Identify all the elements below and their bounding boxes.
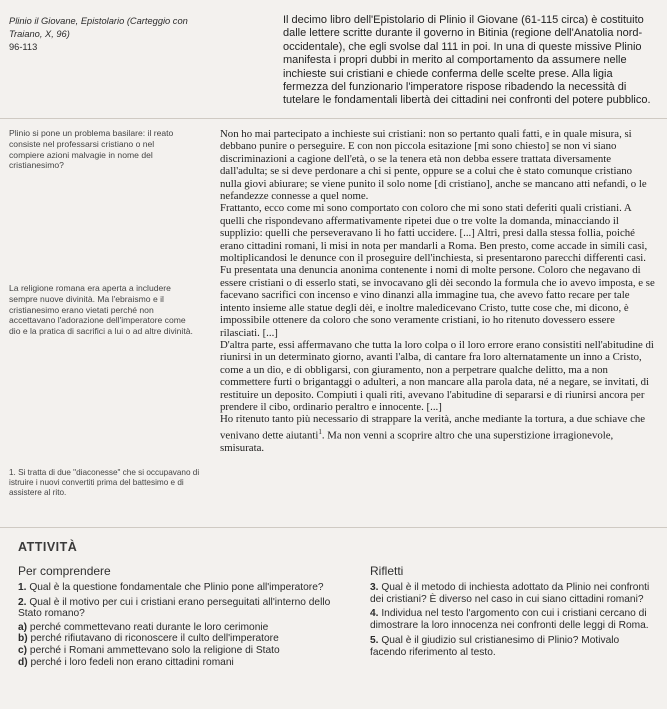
question-4 — [370, 608, 655, 631]
question-2-option-d — [18, 657, 348, 669]
option-label: c) — [18, 645, 28, 657]
question-4-text: Individua nel testo l'argomento con cui i cristiani cercano di dimostrare la loro innocenza nei confronti delle leggi di Roma. — [370, 608, 649, 632]
divider-activities — [0, 527, 667, 528]
question-3-text: Qual è il metodo di inchiesta adottato da Plinio nei confronti dei cristiani? È diverso nel caso in cui siano cittadini romani? — [370, 582, 650, 605]
option-text: perché rifiutavano di riconoscere il culto dell'imperatore — [30, 633, 279, 645]
option-label: a) — [18, 621, 28, 633]
question-4-number: 4. — [370, 608, 379, 620]
question-1-number: 1. — [18, 582, 27, 593]
letter-paragraph-3: D'altra parte, essi affermavano che tutta la loro colpa o il loro errore erano consistiti nell'abitudine di riunirsi in un determinato giorno, avanti l'alba, di cantare fra loro alternatamente un inno a Cristo, come a un dio, e di obbligarsi, con giuramento, non a perpetrare qualche delitto, ma a non commettere furti o brigantaggi o adulteri, a non mancare alla parola data, né a negare, se invitati, di restituire un deposito. Compiuti i quali riti, avevano l'abitudine di separarsi e di riunirsi ancora per prendere il cibo, ordinario peraltro e innocente. [...] — [220, 338, 654, 413]
letter-text — [220, 128, 656, 454]
question-5-number: 5. — [370, 634, 379, 646]
letter-paragraph-4 — [220, 413, 656, 454]
intro-paragraph: Il decimo libro dell'Epistolario di Plinio il Giovane (61-115 circa) è costituito dalle lettere scritte durante il governo in Bitinia (regione dell'Anatolia nord-occidentale), che egli svolse dal 111 in poi. In una di queste missive Plinio manifesta i propri dubbi in merito al comportamento da assumere nelle inchieste sui cristiani e chiede conferma delle scelte prese. Alla ligia fermezza del funzionario l'imperatore rispose ribadendo la necessità di tutelare le fondamentali libertà dei cittadini nei confronti del potere pubblico. — [283, 14, 651, 107]
source-reference — [9, 15, 189, 54]
right-column-heading: Rifletti — [370, 564, 404, 578]
side-note-2: La religione romana era aperta a includere sempre nuove divinità. Ma l'ebraismo e il cristianesimo erano vietati perché non accettavano l'adorazione dell'imperatore come dio e la pratica di sacrifici a lui o ad altre divinità. — [9, 283, 193, 337]
source-pages: 96-113 — [9, 42, 38, 52]
question-2-text: Qual è il motivo per cui i cristiani erano perseguitati all'interno dello Stato romano? — [18, 596, 331, 620]
left-column-heading: Per comprendere — [18, 564, 111, 578]
footnote: 1. Si tratta di due "diaconesse" che si occupavano di istruire i nuovi convertiti prima del battesimo e di assistere al rito. — [9, 468, 200, 497]
question-2-option-a — [18, 622, 348, 634]
footnote-marker: 1 — [318, 427, 322, 436]
question-1-text: Qual è la questione fondamentale che Plinio pone all'imperatore? — [29, 582, 324, 593]
option-label: d) — [18, 656, 28, 668]
letter-paragraph-1: Non ho mai partecipato a inchieste sui cristiani: non so pertanto quali fatti, e in quale misura, si debbano punire o perseguire. E con non piccola esitazione [mi sono chiesto] se non vi siano discriminazioni a cagione dell'età, o se la tenera età non debba essere trattata diversamente dall'adulta; se si deve perdonare a chi si pente, oppure se a colui che è stato comunque cristiano nulla giovi abiurare; se viene punito il solo nome [di cristiano], anche se mancano atti nefandi, o le nefandezze connesse a quel nome. — [220, 128, 647, 203]
activities-title: ATTIVITÀ — [18, 540, 78, 554]
option-text: perché i loro fedeli non erano cittadini romani — [30, 656, 234, 668]
question-3-number: 3. — [370, 582, 379, 593]
option-label: b) — [18, 633, 28, 645]
letter-paragraph-2: Frattanto, ecco come mi sono comportato con coloro che mi sono stati deferiti quali cristiani. A quelli che rispondevano affermativamente ripetei due o tre volte la domanda, minacciando il supplizio: quelli che perseveravano li ho fatti uccidere. [...] Altri, presi dalla stessa follia, poiché erano cittadini romani, li misi in nota per mandarli a Roma. Ben presto, come accade in simili casi, moltiplicandosi le denunce con il proseguire dell'inchiesta, si presentarono parecchi differenti casi. Fu presentata una denuncia anonima contenente i nomi di molte persone. Coloro che negavano di essere cristiani o di esserlo stati, se invocavano gli dèi secondo la formula che io avevo imposta, e se facevano sacrifici con incenso e vino dinanzi alla immagine tua, che avevo fatto recare per tale intento insieme alle statue degli dèi, e inoltre maledicevano Cristo, tutte cose che, mi dicono, è impossibile ottenere da coloro che sono veramente cristiani, io ho ritenuto dovessero essere rilasciati. [...] — [220, 202, 655, 339]
question-2-option-c — [18, 645, 348, 657]
questions-right — [370, 582, 655, 660]
source-line-1: Plinio il Giovane, Epistolario (Carteggio con — [9, 16, 188, 26]
questions-left — [18, 582, 348, 668]
option-text: perché commettevano reati durante le loro cerimonie — [29, 621, 269, 633]
letter-paragraph-4-a: Ho ritenuto tanto più necessario di strappare la verità, anche mediante la tortura, a due schiave che venivano dette aiutanti — [220, 413, 646, 442]
side-note-1: Plinio si pone un problema basilare: il reato consiste nel professarsi cristiano o nel compiere azioni malvagie in nome del cristianesimo? — [9, 128, 174, 171]
question-5 — [370, 635, 655, 658]
question-2-option-b — [18, 633, 348, 645]
question-5-text: Qual è il giudizio sul cristianesimo di Plinio? Motivalo facendo riferimento al testo. — [370, 634, 620, 658]
source-line-2: Traiano, X, 96) — [9, 29, 70, 39]
question-3 — [370, 582, 655, 605]
question-2 — [18, 597, 348, 620]
letter-paragraph-4-b: . Ma non venni a scoprire altro che una superstizione irragionevole, smisurata. — [220, 429, 614, 454]
divider-top — [0, 118, 667, 119]
option-text: perché i Romani ammettevano solo la religione di Stato — [29, 645, 280, 657]
question-1 — [18, 582, 348, 594]
question-2-number: 2. — [18, 596, 27, 608]
